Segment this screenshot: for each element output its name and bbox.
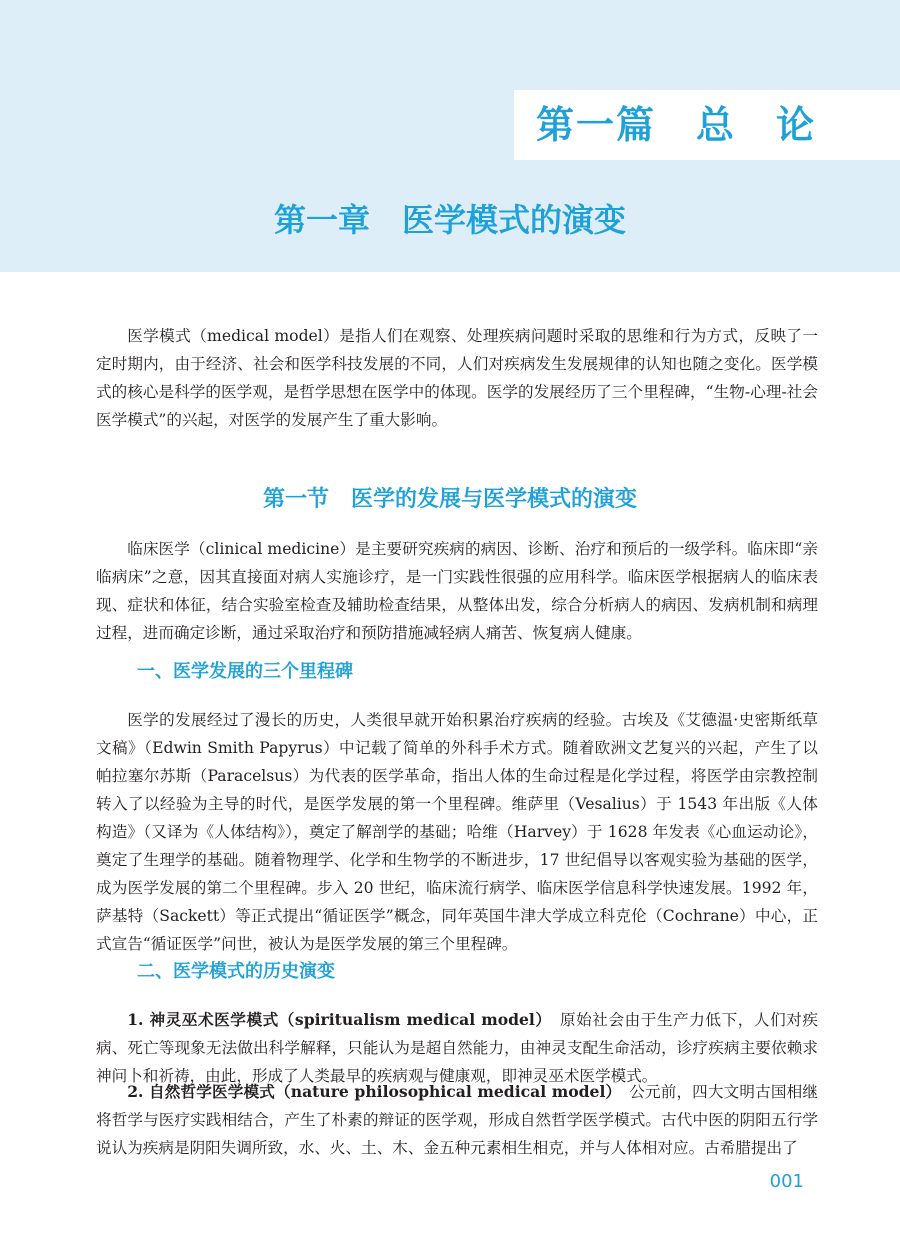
part-title: 第一篇 总 论 (536, 103, 817, 147)
model-item-1-term: 1. 神灵巫术医学模式（spiritualism medical model） (127, 1010, 544, 1029)
milestones-paragraph: 医学的发展经过了漫长的历史，人类很早就开始积累治疗疾病的经验。古埃及《艾德温·史密斯纸草文稿》（Edwin Smith Papyrus）中记载了简单的外科手术方式。随着欧洲文艺复兴的兴起，产生了以帕拉塞尔苏斯（Paracelsus）为代表的医学革命，指出人体的生命过程是化学过程，将医学由宗教控制转入了以经验为主导的时代，是医学发展的第一个里程碑。维萨里（Vesalius）于 1543 年出版《人体构造》（又译为《人体结构》），奠定了解剖学的基础；哈维（Harvey）于 1628 年发表《心血运动论》，奠定了生理学的基础。随着物理学、化学和生物学的不断进步，17 世纪倡导以客观实验为基础的医学，成为医学发展的第二个里程碑。步入 20 世纪，临床流行病学、临床医学信息科学快速发展。1992 年，萨基特（Sackett）等正式提出“循证医学”概念，同年英国牛津大学成立科克伦（Cochrane）中心，正式宣告“循证医学”问世，被认为是医学发展的第三个里程碑。 (96, 711, 818, 953)
model-item-2-term: 2. 自然哲学医学模式（nature philosophical medical model） (127, 1082, 614, 1101)
model-item-1-text: 原始社会由于生产力低下，人们对疾病、死亡等现象无法做出科学解释，只能认为是超自然能力，由神灵支配生命活动，诊疗疾病主要依赖求神问卜和祈祷，由此，形成了人类最早的疾病观与健康观，即神灵巫术医学模式。 (96, 1011, 818, 1085)
page-number: 001 (769, 1171, 804, 1192)
model-item-2-text: 公元前，四大文明古国相继将哲学与医疗实践相结合，产生了朴素的辩证的医学观，形成自然哲学医学模式。古代中医的阴阳五行学说认为疾病是阴阳失调所致，水、火、土、木、金五种元素相生相克，并与人体相对应。古希腊提出了 (96, 1083, 818, 1157)
subsection-title-evolution: 二、医学模式的历史演变 (137, 961, 335, 982)
section-title: 第一节 医学的发展与医学模式的演变 (262, 487, 637, 512)
subsection-title-milestones: 一、医学发展的三个里程碑 (137, 661, 353, 682)
intro-paragraph: 医学模式（medical model）是指人们在观察、处理疾病问题时采取的思维和行为方式，反映了一定时期内，由于经济、社会和医学科技发展的不同，人们对疾病发生发展规律的认知也随之变化。医学模式的核心是科学的医学观，是哲学思想在医学中的体现。医学的发展经历了三个里程碑，“生物-心理-社会医学模式”的兴起，对医学的发展产生了重大影响。 (96, 327, 818, 429)
chapter-title: 第一章 医学模式的演变 (273, 201, 626, 239)
section-paragraph: 临床医学（clinical medicine）是主要研究疾病的病因、诊断、治疗和预后的一级学科。临床即“亲临病床”之意，因其直接面对病人实施诊疗，是一门实践性很强的应用科学。临床医学根据病人的临床表现、症状和体征，结合实验室检查及辅助检查结果，从整体出发，综合分析病人的病因、发病机制和病理过程，进而确定诊断，通过采取治疗和预防措施减轻病人痛苦、恢复病人健康。 (96, 540, 818, 642)
model-item-2 (96, 1078, 818, 1162)
